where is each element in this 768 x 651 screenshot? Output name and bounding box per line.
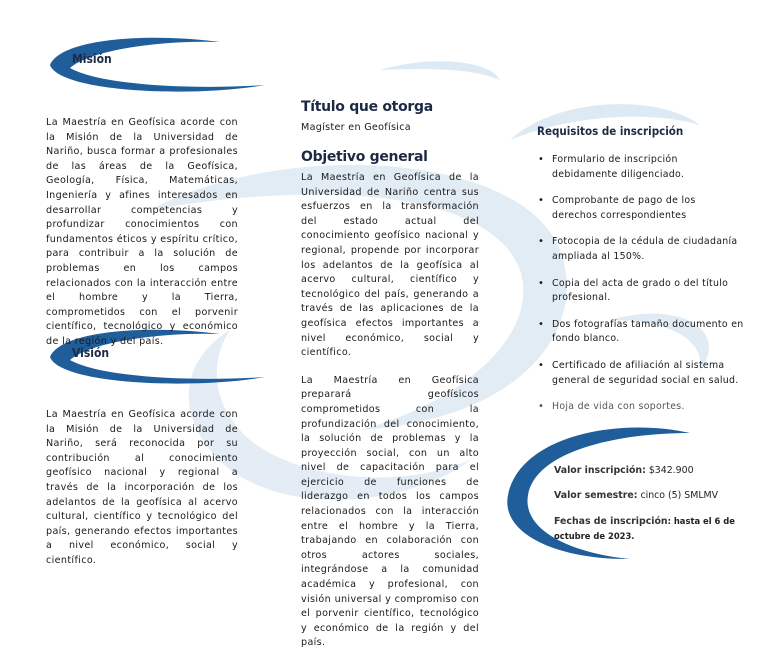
list-item: • Copia del acta de grado o del título profesional.: [538, 277, 744, 306]
list-item: • Certificado de afiliación al sistema general de seguridad social en salud.: [538, 359, 744, 388]
fechas-value: : hasta el 6 de octubre de 2023.: [554, 516, 735, 541]
list-item: • Dos fotografías tamaño documento en fondo blanco.: [538, 318, 744, 347]
valor-inscripcion-label: Valor inscripción:: [554, 465, 646, 476]
valor-semestre-label: Valor semestre:: [554, 490, 638, 501]
vision-section: [46, 408, 238, 569]
mision-text: La Maestría en Geofísica acorde con la Misión de la Universidad de Nariño, busca formar a profesionales de las áreas de la Geofísica, Geología, Física, Matemáticas, Ingeniería y afines interesados en desarrollar competencias y profundizar conocimientos con fundamentos éticos y espíritu crítico, para contribuir a la solución de problemas en los campos relacionados con la interacción entre el hombre y la Tierra, comprometidos con el porvenir científico, tecnológico y económico de la región y del país.: [46, 117, 238, 347]
list-item: • Fotocopia de la cédula de ciudadanía ampliada al 150%.: [538, 235, 744, 264]
vision-title: Visión: [72, 346, 110, 360]
fechas-label: Fechas de inscripción: [554, 516, 668, 527]
mision-section: [46, 116, 238, 350]
fechas-inscripcion: [554, 514, 764, 544]
objetivo-paragraph-1: La Maestría en Geofísica de la Universidad de Nariño centra sus esfuerzos en la transformación del estado actual del conocimiento geofísico nacional y regional, propende por incorporar los adelantos de la geofísica al acervo cultural, científico y tecnológico del país, generando a través de las aplicaciones de la geofísica efectos importantes a nivel económico, social y científico.: [301, 172, 479, 359]
valor-semestre-value: cinco (5) SMLMV: [640, 490, 719, 501]
requisitos-heading: Requisitos de inscripción: [537, 124, 684, 138]
list-item: • Comprobante de pago de los derechos correspondientes: [538, 194, 744, 223]
valor-inscripcion-value: $342.900: [648, 465, 694, 476]
mision-title: Misión: [72, 52, 112, 66]
list-item: • Hoja de vida con soportes.: [538, 400, 744, 415]
requisitos-section: [538, 153, 744, 427]
costos-box: [554, 464, 764, 544]
objetivo-heading: Objetivo general: [301, 149, 428, 165]
titulo-heading: Título que otorga: [301, 99, 433, 115]
requisitos-list: [538, 153, 744, 415]
vision-text: La Maestría en Geofísica acorde con la Misión de la Universidad de Nariño, será reconocida por su contribución al conocimiento geofísico nacional y regional a través de la incorporación de los adelantos de la geofísica al acervo cultural, científico y tecnológico del país, generando efectos importantes a nivel económico, social y científico.: [46, 409, 238, 566]
titulo-value: Magíster en Geofísica: [301, 122, 411, 133]
objetivo-paragraph-2: La Maestría en Geofísica preparará geofísicos comprometidos con la profundización del conocimiento, la solución de problemas y la proyección social, con un alto nivel de capacitación para el ejercicio de funciones de liderazgo en todos los campos relacionados con la interacción entre el hombre y la Tierra, trabajando en colaboración con otros actores sociales, integrándose a la comunidad académica y profesional, con visión universal y compromiso con el porvenir científico, tecnológico y económico de la región y del país.: [301, 374, 479, 649]
valor-inscripcion: [554, 464, 764, 478]
list-item: • Formulario de inscripción debidamente diligenciado.: [538, 153, 744, 182]
valor-semestre: [554, 489, 764, 503]
middle-column: [301, 98, 479, 651]
